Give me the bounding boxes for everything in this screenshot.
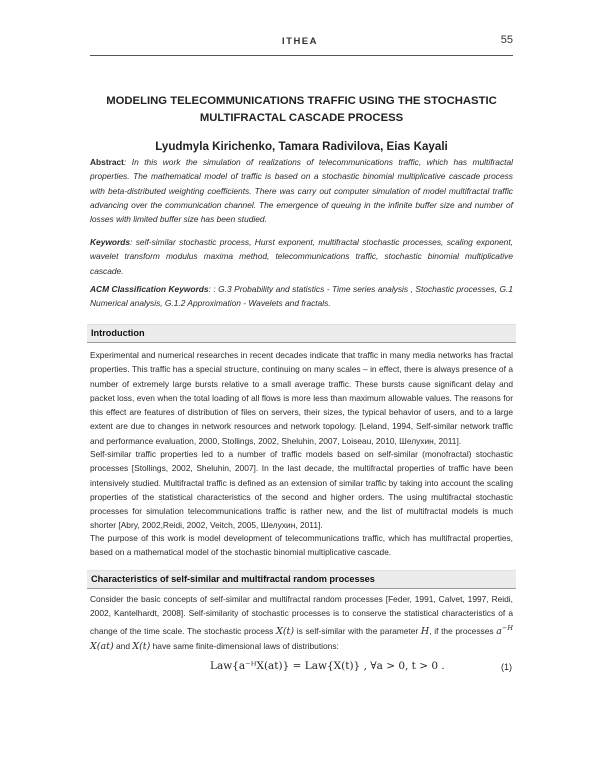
section-heading-text: Characteristics of self-similar and multifractal random processes	[91, 574, 375, 584]
intro-paragraph-3: The purpose of this work is model development of telecommunications traffic, which has multifractal properties, based on a mathematical model of the stochastic binomial multiplicative cascade.	[90, 533, 513, 558]
abstract-text: : In this work the simulation of realizations of telecommunications traffic, which has multifractal properties. The mathematical model of traffic is based on a stochastic binomial multiplicative cascade process with beta-distributed weighting coefficients. There was carry out computer simulation of model multifractal traffic advancing over the communication channel. The emergence of queuing in the infinite buffer size and number of losses with limited buffer size has been studied.	[90, 157, 513, 225]
section-heading-introduction	[87, 324, 516, 343]
equation-1: Law{a⁻ᴴX(at)} = Law{X(t)} , ∀a > 0, t > 0 .	[210, 660, 445, 672]
intro-paragraph-2: Self-similar traffic properties led to a number of traffic models based on self-similar (monofractal) stochastic processes [Stollings, 2002, Sheluhin, 2007]. In the last decade, the multifractal properties of traffic have been intensively studied. Multifractal traffic is defined as an extension of similar traffic by taking into account the scaling properties of the statistical characteristics of the second and higher orders. The using multifractal stochastic processes for simulation telecommunications traffic is rather new, and the list of multifractal models is much shorter [Abry, 2002,Reidi, 2002, Veitch, 2005, Шелухин, 2011].	[90, 449, 513, 531]
abstract	[90, 155, 513, 226]
abstract-label: Abstract	[90, 157, 124, 167]
section-heading-characteristics	[87, 570, 516, 589]
journal-name: ITHEA	[282, 36, 318, 47]
paper-title: MODELING TELECOMMUNICATIONS TRAFFIC USING THE STOCHASTIC MULTIFRACTAL CASCADE PROCESS	[106, 95, 497, 124]
page-number: 55	[500, 34, 513, 46]
section2-paragraph-1: Consider the basic concepts of self-similar and multifractal random processes [Feder, 1991, Calvet, 1997, Reidi, 2002, Kantelhardt, 2008]. Self-similarity of stochastic processes is to conserve the statistical characteristics of a change of the time scale. The stochastic process X(t) is self-similar with the parameter H, if the processes $a^{-H}$ X(at) and X(t) have same finite-dimensional laws of distributions:	[90, 594, 514, 653]
paper-authors: Lyudmyla Kirichenko, Tamara Radivilova, Eias Kayali	[155, 140, 448, 153]
section-heading-text: Introduction	[91, 328, 145, 338]
header-rule	[90, 55, 513, 56]
keywords	[90, 235, 513, 278]
acm-text: : : G.3 Probability and statistics - Time series analysis , Stochastic processes, G.1 Numerical analysis, G.1.2 Approximation - Wavelets and fractals.	[90, 284, 513, 309]
acm-classification	[90, 282, 513, 311]
math-xt-2: X(t)	[132, 641, 151, 653]
intro-paragraph-1: Experimental and numerical researches in recent decades indicate that traffic in many media networks has fractal properties. This traffic has a special structure, continuing on many scales – in effect, there is always presence of a number of extremely large bursts relative to a small average traffic. These bursts cause significant delay and packet loss, even when the total loading of all flows is more less than maximum allowable values. The reasons for this effect are features of distribution of files on servers, their sizes, the typical behavior of users, and to a large extent are due to changes in network resources and network topology. [Leland, 1994, Self-similar network traffic and performance evaluation, 2000, Stollings, 2002, Sheluhin, 2007, Loiseau, 2010, Шелухин, 2011].	[90, 350, 513, 446]
keywords-text: : self-similar stochastic process, Hurst exponent, multifractal stochastic processes, scaling exponent, wavelet transform modulus maxima method, telecommunications traffic, stochastic binomial multiplicative cascade.	[90, 237, 513, 276]
math-xat: X(at)	[90, 641, 114, 653]
math-h: H	[420, 625, 430, 637]
math-xt: X(t)	[276, 625, 295, 637]
acm-label: ACM Classification Keywords	[90, 284, 209, 294]
equation-number: (1)	[501, 662, 512, 672]
keywords-label: Keywords	[90, 237, 131, 247]
math-a-power: $a^{-H}$	[496, 623, 514, 637]
